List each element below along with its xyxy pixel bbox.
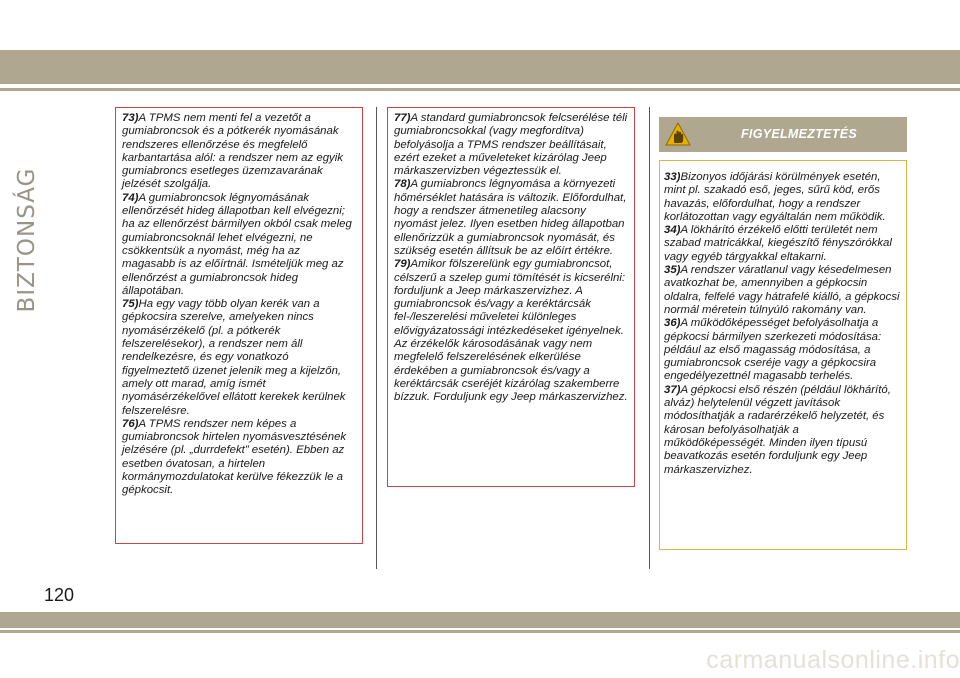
warning-text: A működőképességet befolyásolhatja a gépkocsi bármilyen szerkezeti módosítása: például az első magasság módosítása, a gumiabroncsok cseréje vagy a gépkocsira engedélyezettnél magasabb terhelés. bbox=[664, 317, 882, 383]
note-text: A standard gumiabroncsok felcserélése téli gumiabroncsokkal (vagy megfordítva) befolyásolja a TPMS rendszer beállításait, ezért ezeket a műveleteket kizárólag Jeep márkaszervizben végeztessük el. bbox=[394, 112, 628, 178]
note-text: A TPMS nem menti fel a vezetőt a gumiabroncsok és a pótkerék nyomásának rendszeres ellenőrzése és megfelelő karbantartása alól: a rendszer nem az egyik gumiabroncs esetleges üzemzavarának jelzését szolgálja. bbox=[122, 112, 343, 191]
warning-number: 33) bbox=[664, 171, 681, 183]
warning-item bbox=[664, 224, 902, 264]
warning-number: 37) bbox=[664, 383, 681, 396]
note-item bbox=[122, 418, 356, 498]
note-number: 79) bbox=[394, 258, 411, 271]
warning-item bbox=[664, 171, 902, 224]
note-item bbox=[122, 298, 356, 418]
warning-text: A gépkocsi első részén (például lökhárító, alváz) helytelenül végzett javítások módosíthatják a radarérzékelő helyzetét, és károsan befolyásolhatják a működőképességét. Minden ilyen típusú beavatkozás esetén forduljunk egy Jeep márkaszervizhez. bbox=[664, 383, 891, 476]
note-text: A TPMS rendszer nem képes a gumiabroncsok hirtelen nyomásvesztésének jelzésére (pl. „durrdefekt” esetén). Ebben az esetben óvatosan, a hirtelen kormánymozdulatokat kerülve fékezzük le a gépkocsit. bbox=[122, 417, 347, 497]
note-number: 76) bbox=[122, 417, 139, 430]
note-text: Amikor fölszerelünk egy gumiabroncsot, célszerű a szelep gumi tömítését is kicserélni: forduljunk a Jeep márkaszervizhez. A gumiabroncsok és/vagy a keréktárcsák fel-/leszerelési műveletei különleges elővigyázatossági intézkedéseket igényelnek. Az érzékelők károsodásának vagy nem megfelelő felszerelésének elkerülése érdekében a gumiabroncsok és/vagy a keréktárcsák cseréjét kizárólag szakemberre bízzuk. Forduljunk egy Jeep márkaszervizhez. bbox=[394, 258, 628, 404]
warning-item bbox=[664, 264, 902, 317]
header-stripe bbox=[0, 50, 960, 84]
note-box-left bbox=[115, 107, 363, 544]
page-number: 120 bbox=[44, 585, 75, 605]
note-item bbox=[122, 192, 356, 298]
note-item bbox=[122, 112, 356, 192]
warning-hand-icon bbox=[665, 121, 691, 147]
warning-text: A rendszer váratlanul vagy késedelmesen avatkozhat be, amennyiben a gépkocsin oldalra, felfelé vagy hátrafelé kiálló, a gépkocsi normál méretein túlnyúló rakomány van. bbox=[664, 264, 900, 316]
warning-item bbox=[664, 317, 902, 383]
note-number: 77) bbox=[394, 112, 411, 124]
note-text: Ha egy vagy több olyan kerék van a gépkocsira szerelve, amelyeken nincs nyomásérzékelő (pl. a pótkerék felszerelésekor), a rendszer nem áll rendelkezésre, és egy vonatkozó figyelmeztető üzenet jelenik meg a kijelzőn, amely ott marad, amíg ismét nyomásérzékelővel ellátott kerekek kerülnek felszerelésre. bbox=[122, 298, 346, 417]
note-number: 74) bbox=[122, 191, 139, 204]
watermark: carmanualsonline.info bbox=[706, 646, 960, 674]
note-number: 78) bbox=[394, 178, 411, 191]
note-text: A gumiabroncs légnyomása a környezeti hőmérséklet hatására is változik. Előfordulhat, hogy a rendszer átmenetileg alacsony nyomást jelez. Ilyen esetben hideg állapotban ellenőrizzük a gumiabroncsok nyomását, és szükség esetén állítsuk be az előírt értékre. bbox=[394, 178, 627, 257]
warning-text: A lökhárító érzékelő előtti területét nem szabad matricákkal, kiegészítő fényszórókkal vagy egyéb tárgyakkal eltakarni. bbox=[664, 224, 892, 263]
warning-number: 34) bbox=[664, 224, 681, 237]
warning-title: FIGYELMEZTETÉS bbox=[740, 127, 857, 141]
warning-header bbox=[659, 117, 907, 152]
section-label-text: BIZTONSÁG bbox=[14, 167, 40, 313]
note-number: 73) bbox=[122, 112, 139, 124]
note-text: A gumiabroncsok légnyomásának ellenőrzését hideg állapotban kell elvégezni; ha az ellenőrzést bármilyen okból csak meleg gumiabroncsoknál lehet elvégezni, ne csökkentsük a nyomást, még ha az magasabb is az előírtnál. Ismételjük meg az ellenőrzést a gumiabroncsok hideg állapotában. bbox=[122, 191, 352, 297]
note-box-middle bbox=[387, 107, 635, 487]
warning-box bbox=[659, 160, 907, 550]
note-item bbox=[394, 112, 628, 178]
footer-stripe-line bbox=[0, 630, 960, 633]
warning-text: Bizonyos időjárási körülmények esetén, mint pl. szakadó eső, jeges, sűrű köd, erős havazás, előfordulhat, hogy a rendszer korlátozottan vagy egyáltalán nem működik. bbox=[664, 171, 886, 223]
note-item bbox=[394, 178, 628, 258]
header-stripe-line bbox=[0, 88, 960, 91]
footer-stripe bbox=[0, 612, 960, 628]
column-divider bbox=[649, 107, 650, 569]
warning-number: 36) bbox=[664, 317, 681, 330]
note-item bbox=[394, 258, 628, 404]
note-number: 75) bbox=[122, 298, 139, 311]
warning-item bbox=[664, 384, 902, 477]
column-divider bbox=[376, 107, 377, 569]
warning-number: 35) bbox=[664, 264, 681, 277]
